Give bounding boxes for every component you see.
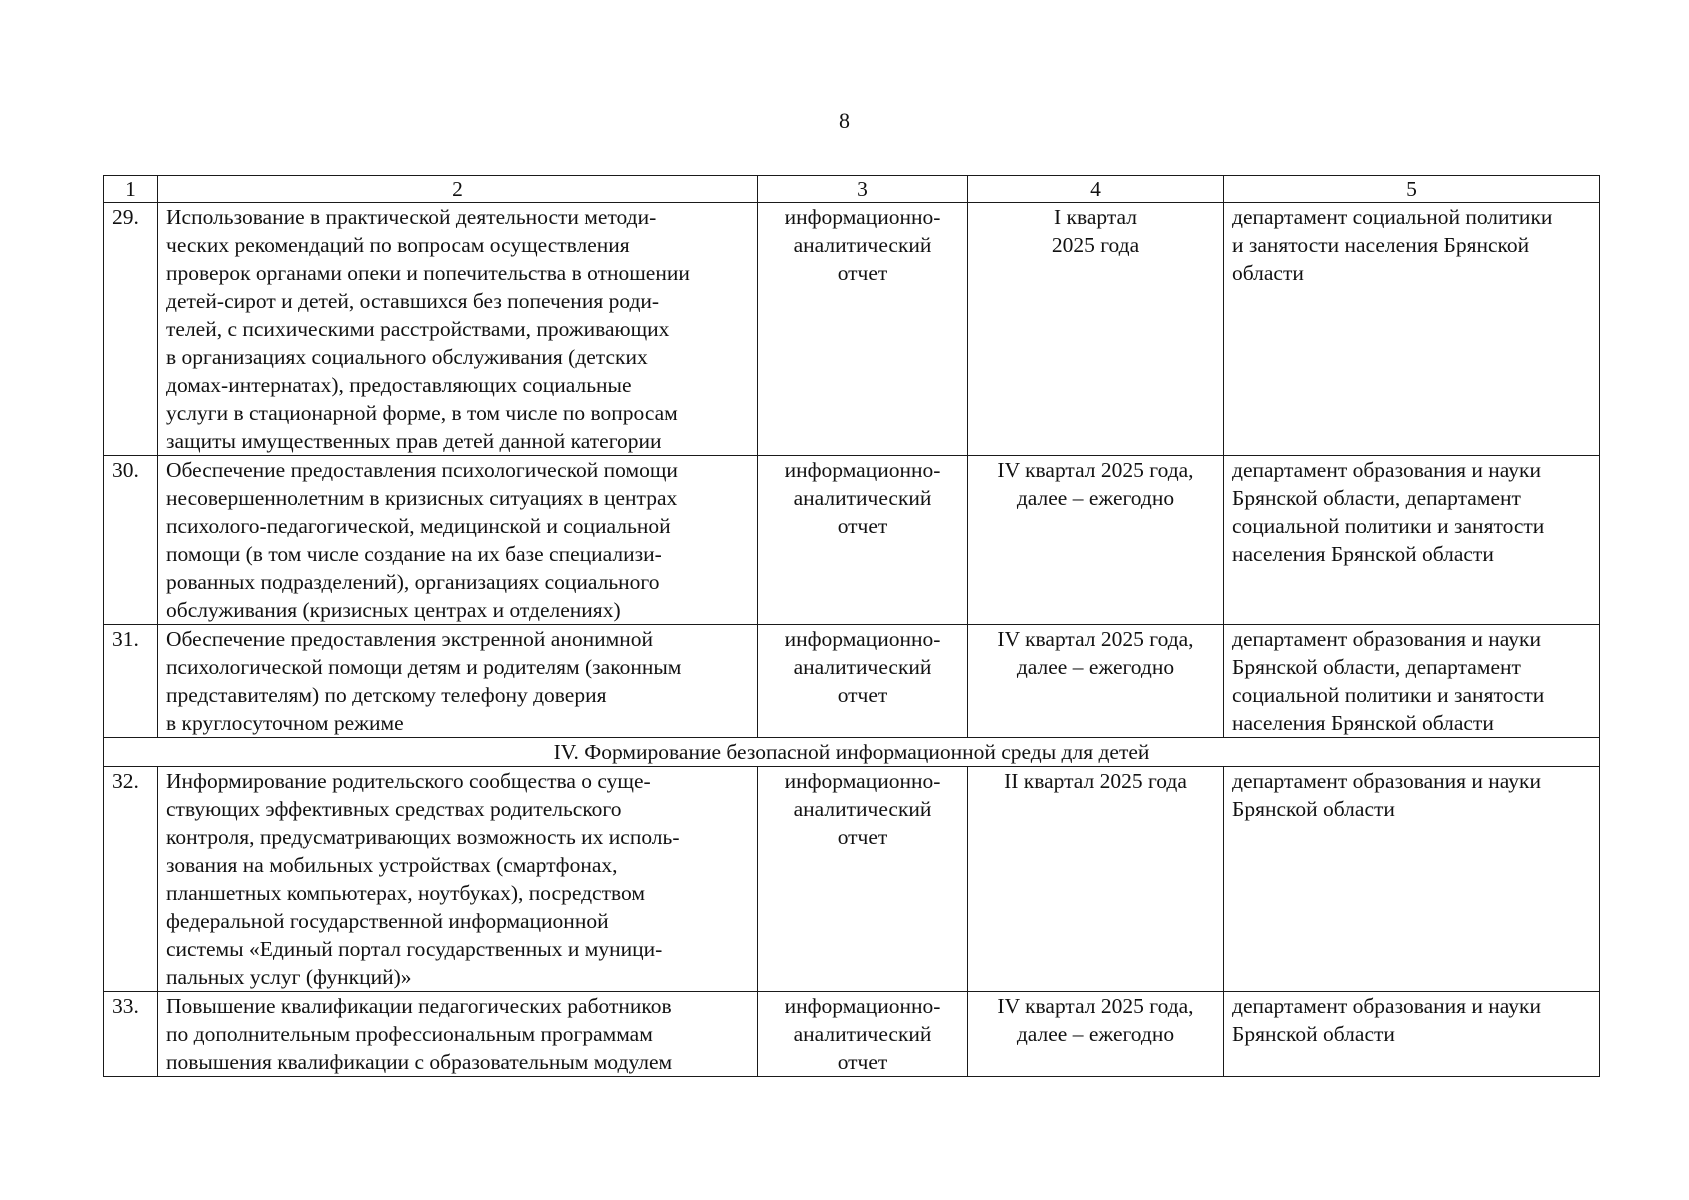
measure-text-line: в круглосуточном режиме [166,711,404,735]
responsible-executor-line: и занятости населения Брянской [1232,233,1530,257]
measure-text-line: психологической помощи детям и родителям (законным [166,655,682,679]
page-number: 8 [839,108,850,133]
completion-form-line: отчет [837,1050,888,1074]
section-row [104,738,1600,767]
row-number: 31. [104,625,158,738]
responsible-executor [1224,625,1600,738]
completion-form-line: аналитический [793,486,932,510]
header-cell-3: 3 [758,176,968,203]
header-cell-2: 2 [158,176,758,203]
measure-text-line: Обеспечение предоставления экстренной анонимной [166,627,653,651]
measure-text-line: Повышение квалификации педагогических работников [166,994,672,1018]
row-number: 29. [104,203,158,456]
measure-text-line: домах-интернатах), предоставляющих социальные [166,373,632,397]
header-cell-5: 5 [1224,176,1600,203]
completion-form [758,767,968,992]
measure-text-line: детей-сирот и детей, оставшихся без попечения роди- [166,289,660,313]
completion-form-line: аналитический [793,1022,932,1046]
header-cell-4: 4 [968,176,1224,203]
measure-text [158,625,758,738]
completion-form-line: отчет [837,514,888,538]
completion-form-line: аналитический [793,797,932,821]
measure-text-line: Информирование родительского сообщества о суще- [166,769,651,793]
table-row [104,625,1600,738]
completion-term [968,625,1224,738]
measures-table [103,175,1600,1077]
completion-term [968,992,1224,1077]
responsible-executor-line: департамент образования и науки [1232,769,1541,793]
completion-term [968,456,1224,625]
measure-text-line: несовершеннолетним в кризисных ситуациях в центрах [166,486,678,510]
measure-text-line: по дополнительным профессиональным программам [166,1022,653,1046]
completion-term [968,203,1224,456]
completion-term-line: I квартал [1054,205,1137,229]
responsible-executor [1224,456,1600,625]
measure-text-line: контроля, предусматривающих возможность их исполь- [166,825,680,849]
completion-term-line: IV квартал 2025 года, [997,994,1194,1018]
completion-form [758,992,968,1077]
responsible-executor [1224,767,1600,992]
measure-text-line: услуги в стационарной форме, в том числе по вопросам [166,401,678,425]
table-row [104,992,1600,1077]
responsible-executor-line: населения Брянской области [1232,542,1494,566]
completion-form-line: отчет [837,825,888,849]
responsible-executor-line: департамент образования и науки [1232,627,1541,651]
measure-text-line: зования на мобильных устройствах (смартфонах, [166,853,618,877]
completion-form-line: информационно- [784,769,941,793]
measure-text-line: Обеспечение предоставления психологической помощи [166,458,678,482]
completion-form-line: аналитический [793,655,932,679]
completion-form [758,625,968,738]
completion-form-line: отчет [837,683,888,707]
completion-form [758,456,968,625]
measure-text-line: федеральной государственной информационной [166,909,609,933]
measure-text-line: защиты имущественных прав детей данной категории [166,429,662,453]
completion-form-line: информационно- [784,205,941,229]
completion-form-line: отчет [837,261,888,285]
measure-text-line: обслуживания (кризисных центрах и отделениях) [166,598,621,622]
measure-text-line: планшетных компьютерах, ноутбуках), посредством [166,881,645,905]
row-number: 30. [104,456,158,625]
completion-term [968,767,1224,992]
completion-form-line: информационно- [784,458,941,482]
responsible-executor-line: департамент образования и науки [1232,994,1541,1018]
measure-text-line: проверок органами опеки и попечительства в отношении [166,261,690,285]
measure-text [158,992,758,1077]
completion-form-line: информационно- [784,994,941,1018]
measure-text-line: повышения квалификации с образовательным модулем [166,1050,673,1074]
section-title: IV. Формирование безопасной информационной среды для детей [104,738,1600,767]
table-header-row [104,176,1600,203]
responsible-executor-line: области [1232,261,1304,285]
responsible-executor-line: социальной политики и занятости [1232,514,1545,538]
completion-form-line: аналитический [793,233,932,257]
row-number: 33. [104,992,158,1077]
table-row [104,767,1600,992]
responsible-executor-line: населения Брянской области [1232,711,1494,735]
measure-text-line: телей, с психическими расстройствами, проживающих [166,317,670,341]
measure-text-line: представителям) по детскому телефону доверия [166,683,607,707]
measure-text-line: психолого-педагогической, медицинской и социальной [166,514,671,538]
measure-text [158,767,758,992]
completion-term-line: далее – ежегодно [1016,655,1175,679]
table-row [104,203,1600,456]
responsible-executor-line: департамент образования и науки [1232,458,1541,482]
table-row [104,456,1600,625]
measure-text [158,456,758,625]
responsible-executor [1224,992,1600,1077]
responsible-executor-line: Брянской области [1232,797,1395,821]
measure-text-line: ствующих эффективных средствах родительского [166,797,622,821]
measure-text-line: в организациях социального обслуживания (детских [166,345,648,369]
measure-text [158,203,758,456]
responsible-executor-line: Брянской области, департамент [1232,655,1521,679]
responsible-executor-line: социальной политики и занятости [1232,683,1545,707]
header-cell-1: 1 [104,176,158,203]
row-number: 32. [104,767,158,992]
completion-term-line: IV квартал 2025 года, [997,627,1194,651]
measure-text-line: ческих рекомендаций по вопросам осуществления [166,233,630,257]
completion-term-line: IV квартал 2025 года, [997,458,1194,482]
completion-term-line: II квартал 2025 года [1004,769,1187,793]
responsible-executor-line: департамент социальной политики [1232,205,1553,229]
measure-text-line: пальных услуг (функций)» [166,965,412,989]
completion-form [758,203,968,456]
completion-term-line: 2025 года [1051,233,1140,257]
measure-text-line: Использование в практической деятельности методи- [166,205,657,229]
measure-text-line: помощи (в том числе создание на их базе специализи- [166,542,662,566]
completion-form-line: информационно- [784,627,941,651]
completion-term-line: далее – ежегодно [1016,486,1175,510]
measure-text-line: рованных подразделений), организациях социального [166,570,660,594]
responsible-executor [1224,203,1600,456]
responsible-executor-line: Брянской области, департамент [1232,486,1521,510]
responsible-executor-line: Брянской области [1232,1022,1395,1046]
completion-term-line: далее – ежегодно [1016,1022,1175,1046]
measure-text-line: системы «Единый портал государственных и муници- [166,937,663,961]
